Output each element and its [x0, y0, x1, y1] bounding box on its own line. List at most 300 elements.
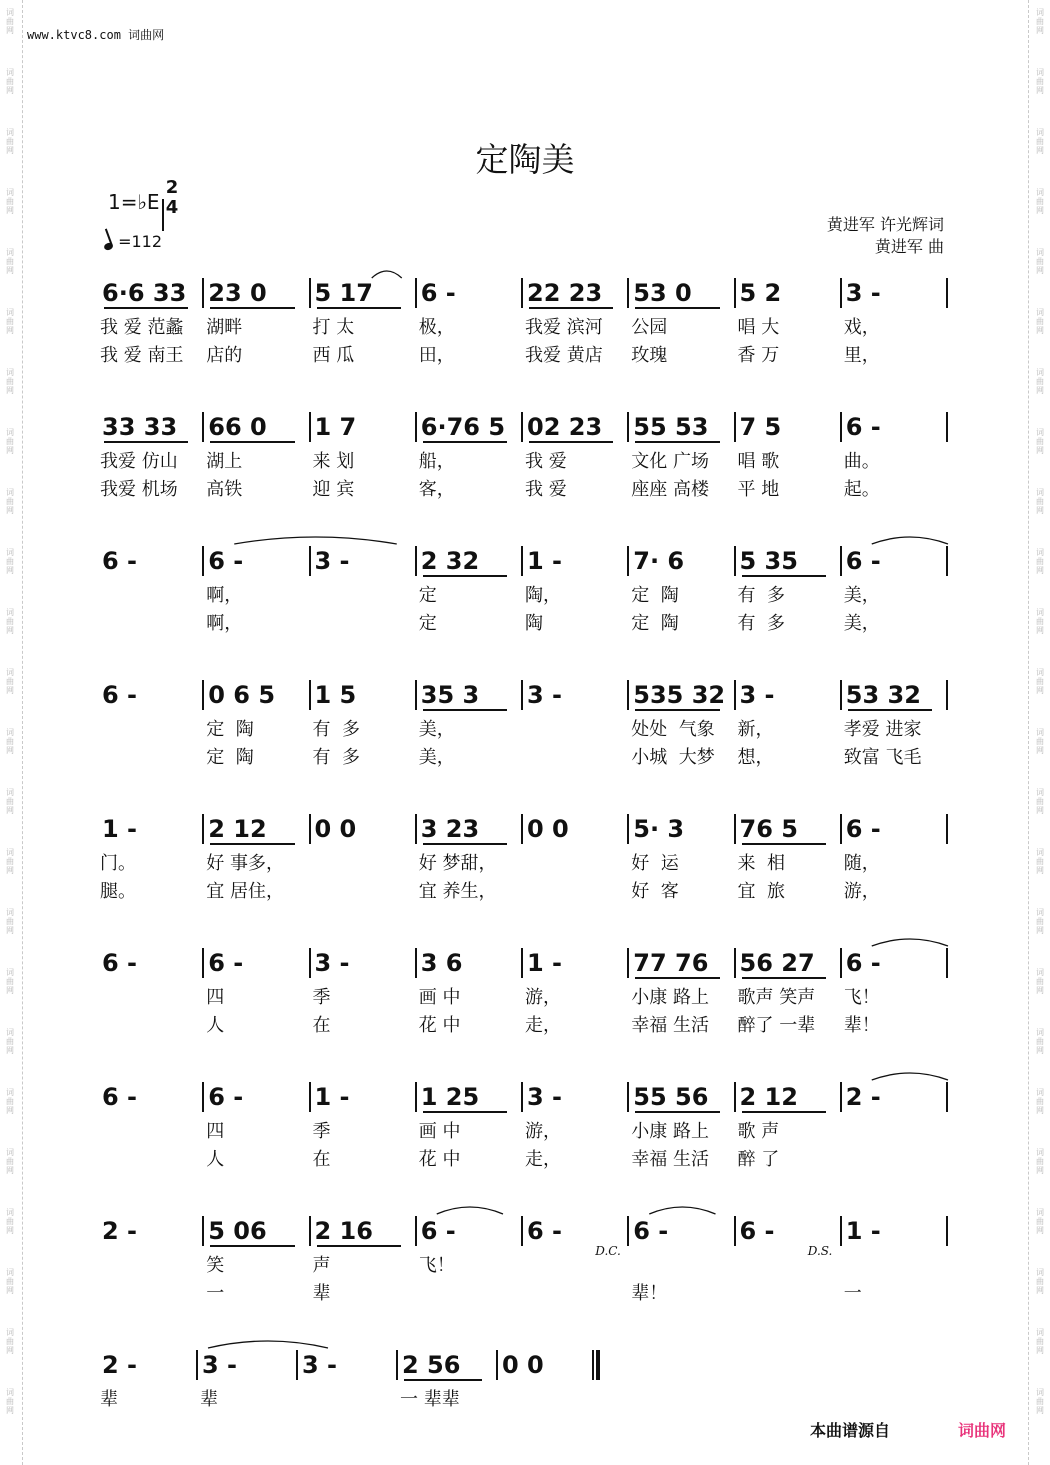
barline [415, 1082, 417, 1112]
measure-notation: 55 56 [633, 1083, 709, 1111]
measure-notation: 6 - [845, 547, 881, 575]
barline [627, 948, 629, 978]
measure-notation: 3 23 [420, 815, 480, 843]
watermark-text: 词 曲 网 [1036, 908, 1044, 935]
beam-underline [742, 843, 826, 845]
measure-notation: 76 5 [739, 815, 798, 843]
watermark-text: 词 曲 网 [1036, 1208, 1044, 1235]
watermark-text: 词 曲 网 [6, 188, 14, 215]
measure-notation: 6 - [739, 1217, 775, 1245]
slur-mark [649, 1207, 715, 1214]
lyric-verse-1: 美， [418, 719, 455, 740]
barline [946, 814, 948, 844]
lyricist-credit: 黄进军 许光辉词 [826, 215, 944, 234]
watermark-text: 词 曲 网 [6, 908, 14, 935]
measure-notation: 2 12 [739, 1083, 798, 1111]
beam-underline [404, 1379, 482, 1381]
lyric-verse-1: 一 辈辈 [400, 1389, 460, 1410]
measure-notation: 53 0 [633, 279, 692, 307]
lyric-verse-1: 游， [525, 1121, 561, 1142]
barline [734, 680, 736, 710]
watermark-text: 词 曲 网 [1036, 248, 1044, 275]
measure-notation: 6 - [102, 949, 138, 977]
measure-notation: 3 - [314, 547, 350, 575]
key-signature: 1=♭E [108, 190, 160, 214]
measure-notation: 35 3 [420, 681, 480, 709]
lyric-verse-1: 公园 [631, 317, 668, 338]
slur-mark [872, 537, 948, 544]
lyric-verse-2: 花 中 [418, 1015, 461, 1036]
measure-notation: 6 - [208, 547, 244, 575]
watermark-text: 词 曲 网 [1036, 68, 1044, 95]
barline [202, 412, 204, 442]
barline [309, 278, 311, 308]
lyric-verse-2: 起。 [843, 479, 880, 500]
lyric-verse-2: 想， [737, 747, 774, 768]
beam-underline [104, 441, 188, 443]
watermark-text: 词 曲 网 [1036, 488, 1044, 515]
measure-notation: 1 - [845, 1217, 881, 1245]
watermark-text: 词 曲 网 [6, 968, 14, 995]
lyric-verse-2: 我 爱 南王 [100, 345, 184, 366]
lyric-verse-1: 定 陶 [206, 719, 254, 740]
lyric-verse-1: 好 梦甜， [418, 853, 497, 874]
measure-notation: 2 16 [314, 1217, 373, 1245]
measure-notation: 1 25 [420, 1083, 480, 1111]
lyric-verse-1: 四 [206, 1121, 225, 1142]
beam-underline [423, 441, 507, 443]
barline [396, 1350, 398, 1380]
watermark-text: 词 曲 网 [6, 1268, 14, 1295]
barline [734, 814, 736, 844]
final-barline [592, 1350, 600, 1380]
barline [309, 546, 311, 576]
lyric-verse-2: 人 [206, 1015, 225, 1036]
lyric-verse-2: 我爱 机场 [100, 479, 178, 500]
watermark-text: 词 曲 网 [1036, 608, 1044, 635]
lyric-verse-2: 我爱 黄店 [525, 345, 603, 366]
barline [202, 1082, 204, 1112]
barline [202, 546, 204, 576]
lyric-verse-1: 随， [843, 853, 880, 874]
lyric-verse-1: 湖上 [206, 451, 243, 472]
barline [840, 278, 842, 308]
watermark-text: 词 曲 网 [6, 848, 14, 875]
measure-notation: 22 23 [527, 279, 603, 307]
watermark-text: 词 曲 网 [6, 608, 14, 635]
lyric-verse-1: 船， [418, 451, 455, 472]
barline [521, 680, 523, 710]
tempo-marking [104, 232, 162, 251]
lyric-verse-1: 小康 路上 [631, 987, 709, 1008]
measure-notation: 77 76 [633, 949, 709, 977]
measure-notation: 3 - [527, 1083, 563, 1111]
barline [309, 814, 311, 844]
lyric-verse-2: 一 [843, 1283, 862, 1304]
measure-notation: 5 17 [314, 279, 373, 307]
beam-underline [423, 709, 507, 711]
watermark-text: 词 曲 网 [1036, 428, 1044, 455]
watermark-text: 词 曲 网 [1036, 848, 1044, 875]
measure-notation: 6 - [527, 1217, 563, 1245]
lyric-verse-1: 戏， [843, 317, 880, 338]
measure-notation: 6 - [420, 1217, 456, 1245]
lyric-verse-2: 游， [843, 881, 880, 902]
measure-notation: 02 23 [527, 413, 603, 441]
lyric-verse-2: 定 [418, 613, 437, 634]
lyric-verse-1: 打 太 [312, 317, 355, 338]
barline [521, 278, 523, 308]
measure-notation: 0 0 [502, 1351, 544, 1379]
song-title: 定陶美 [475, 140, 575, 179]
barline [309, 412, 311, 442]
barline [521, 412, 523, 442]
lyric-verse-1: 有 多 [312, 719, 360, 740]
watermark-text: 词 曲 网 [1036, 1268, 1044, 1295]
lyric-verse-2: 辈！ [843, 1015, 880, 1036]
measure-notation: 1 - [314, 1083, 350, 1111]
lyric-verse-1: 四 [206, 987, 225, 1008]
lyric-verse-2: 有 多 [737, 613, 785, 634]
measure-notation: 5 2 [739, 279, 782, 307]
tempo-value: =112 [118, 232, 163, 251]
watermark-text: 词 曲 网 [6, 1208, 14, 1235]
measure-notation: 66 0 [208, 413, 267, 441]
watermark-text: 词 曲 网 [6, 668, 14, 695]
barline [309, 680, 311, 710]
measure-notation: 535 32 [633, 681, 726, 709]
lyric-verse-2: 辈 [312, 1283, 331, 1304]
barline [296, 1350, 298, 1380]
lyric-verse-1: 我 爱 [525, 451, 567, 472]
beam-underline [529, 307, 613, 309]
barline [309, 1216, 311, 1246]
lyric-verse-2: 腿。 [100, 881, 136, 902]
lyric-verse-1: 歌声 笑声 [737, 987, 816, 1008]
lyric-verse-2: 迎 宾 [312, 479, 355, 500]
lyric-verse-2: 宜 居住， [206, 881, 284, 902]
measure-notation: 1 - [527, 547, 563, 575]
watermark-text: 词 曲 网 [1036, 1328, 1044, 1355]
barline [627, 814, 629, 844]
measure-notation: 6 - [845, 815, 881, 843]
measure-notation: 2 32 [420, 547, 480, 575]
watermark-text: 词 曲 网 [1036, 128, 1044, 155]
beam-underline [635, 709, 719, 711]
dc-marking: D.C. [595, 1244, 621, 1258]
watermark-text: 词 曲 网 [6, 368, 14, 395]
measure-notation: 2 - [845, 1083, 881, 1111]
lyric-verse-2: 美， [418, 747, 455, 768]
barline [309, 948, 311, 978]
watermark-text: 词 曲 网 [6, 428, 14, 455]
measure-notation: 2 - [102, 1217, 138, 1245]
lyric-verse-1: 美， [843, 585, 880, 606]
measure-notation: 3 - [314, 949, 350, 977]
watermark-text: 词 曲 网 [6, 488, 14, 515]
watermark-text: 词 曲 网 [1036, 308, 1044, 335]
barline [734, 412, 736, 442]
beam-underline [635, 977, 719, 979]
lyric-verse-2: 宜 旅 [737, 881, 785, 902]
watermark-text: 词 曲 网 [6, 1088, 14, 1115]
barline [840, 412, 842, 442]
barline [202, 814, 204, 844]
barline [946, 412, 948, 442]
lyric-verse-2: 幸福 生活 [631, 1149, 709, 1170]
time-signature [162, 178, 182, 218]
barline [415, 814, 417, 844]
watermark-text: 词 曲 网 [6, 1028, 14, 1055]
beam-underline [210, 843, 294, 845]
lyric-verse-1: 孝爱 进家 [843, 719, 922, 740]
barline [415, 680, 417, 710]
lyric-verse-1: 湖畔 [206, 317, 243, 338]
lyric-verse-1: 来 相 [737, 853, 785, 874]
beam-underline [635, 1111, 719, 1113]
lyric-verse-1: 好 运 [631, 853, 679, 874]
barline [202, 278, 204, 308]
lyric-verse-2: 辈！ [631, 1283, 668, 1304]
right-dashed-edge [1028, 0, 1029, 1465]
lyric-verse-2: 香 万 [737, 345, 780, 366]
time-signature-top: 2 [165, 177, 179, 198]
measure-notation: 55 53 [633, 413, 709, 441]
beam-underline [210, 1245, 294, 1247]
beam-underline [104, 307, 188, 309]
barline [627, 1216, 629, 1246]
beam-underline [317, 1245, 401, 1247]
measure-notation: 6 - [102, 681, 138, 709]
watermark-text: 词 曲 网 [6, 1148, 14, 1175]
lyric-verse-2: 走， [525, 1149, 561, 1170]
barline [415, 948, 417, 978]
watermark-text: 词 曲 网 [6, 548, 14, 575]
barline [309, 1082, 311, 1112]
barline [627, 412, 629, 442]
measure-notation: 0 6 5 [208, 681, 276, 709]
lyric-verse-2: 陶 [525, 613, 543, 634]
barline [627, 1082, 629, 1112]
lyric-verse-1: 辈 [100, 1389, 118, 1410]
measure-notation: 56 27 [739, 949, 815, 977]
beam-underline [210, 307, 294, 309]
measure-notation: 1 - [102, 815, 138, 843]
slur-mark [372, 271, 402, 278]
watermark-text: 词 曲 网 [1036, 1388, 1044, 1415]
lyric-verse-2: 平 地 [737, 479, 780, 500]
measure-notation: 3 - [739, 681, 775, 709]
measure-notation: 6 - [102, 1083, 138, 1111]
lyric-verse-2: 小城 大梦 [631, 747, 715, 768]
site-header[interactable]: www.ktvc8.com 词曲网 [27, 28, 165, 42]
barline [521, 948, 523, 978]
barline [496, 1350, 498, 1380]
quarter-note-icon [103, 242, 114, 252]
watermark-text: 词 曲 网 [1036, 188, 1044, 215]
slur-mark [208, 1341, 328, 1348]
slur-mark [437, 1207, 503, 1214]
beam-underline [210, 441, 294, 443]
beam-underline [317, 307, 401, 309]
measure-notation: 0 0 [527, 815, 569, 843]
measure-notation: 6 - [845, 413, 881, 441]
measure-notation: 6 - [208, 1083, 244, 1111]
lyric-verse-1: 画 中 [418, 1121, 461, 1142]
barline [946, 1082, 948, 1112]
lyric-verse-2: 在 [312, 1149, 331, 1170]
lyric-verse-1: 门。 [100, 853, 136, 874]
measure-notation: 2 56 [402, 1351, 461, 1379]
slur-mark [234, 537, 397, 544]
beam-underline [635, 441, 719, 443]
measure-notation: 3 - [302, 1351, 338, 1379]
beam-underline [742, 1111, 826, 1113]
lyric-verse-2: 致富 飞毛 [843, 747, 922, 768]
lyric-verse-2: 客， [418, 479, 455, 500]
lyric-verse-1: 啊， [206, 585, 243, 606]
barline [946, 546, 948, 576]
barline [840, 1082, 842, 1112]
barline [202, 948, 204, 978]
lyric-verse-1: 游， [525, 987, 561, 1008]
watermark-text: 词 曲 网 [6, 1388, 14, 1415]
watermark-text: 词 曲 网 [1036, 668, 1044, 695]
measure-notation: 6 - [633, 1217, 669, 1245]
barline [627, 546, 629, 576]
barline [415, 546, 417, 576]
watermark-text: 词 曲 网 [1036, 1088, 1044, 1115]
barline [521, 814, 523, 844]
watermark-text: 词 曲 网 [1036, 788, 1044, 815]
measure-notation: 33 33 [102, 413, 178, 441]
slur-mark [872, 1073, 948, 1080]
measure-notation: 3 - [527, 681, 563, 709]
watermark-text: 词 曲 网 [1036, 548, 1044, 575]
lyric-verse-2: 西 瓜 [312, 345, 355, 366]
measure-notation: 2 12 [208, 815, 267, 843]
lyric-verse-2: 高铁 [206, 479, 243, 500]
beam-underline [742, 575, 826, 577]
lyric-verse-2: 店的 [206, 345, 243, 366]
measure-notation: 3 - [202, 1351, 238, 1379]
barline [627, 278, 629, 308]
watermark-text: 词 曲 网 [6, 1328, 14, 1355]
lyric-verse-1: 我爱 滨河 [525, 317, 603, 338]
slur-mark [872, 939, 948, 946]
measure-notation: 5 35 [739, 547, 798, 575]
measure-notation: 6·6 33 [102, 279, 187, 307]
measure-notation: 5 06 [208, 1217, 267, 1245]
barline [734, 546, 736, 576]
lyric-verse-2: 美， [843, 613, 880, 634]
lyric-verse-2: 在 [312, 1015, 331, 1036]
barline [521, 1216, 523, 1246]
lyric-verse-2: 田， [418, 345, 455, 366]
measure-notation: 3 6 [420, 949, 463, 977]
barline [734, 278, 736, 308]
measure-notation: 23 0 [208, 279, 267, 307]
lyric-verse-1: 笑 [206, 1255, 225, 1276]
ds-marking: D.S. [807, 1244, 833, 1258]
beam-underline [742, 977, 826, 979]
barline [415, 412, 417, 442]
lyric-verse-2: 人 [206, 1149, 225, 1170]
lyric-verse-1: 唱 歌 [737, 451, 780, 472]
barline [627, 680, 629, 710]
measure-notation: 6 - [845, 949, 881, 977]
lyric-verse-2: 醉了 一辈 [737, 1015, 816, 1036]
lyric-verse-1: 小康 路上 [631, 1121, 709, 1142]
footer-brand[interactable]: 词曲网 [958, 1421, 1007, 1440]
lyric-verse-1: 文化 广场 [631, 451, 709, 472]
measure-notation: 0 0 [314, 815, 357, 843]
barline [946, 278, 948, 308]
lyric-verse-2: 一 [206, 1283, 225, 1304]
lyric-verse-2: 里， [843, 345, 880, 366]
beam-underline [635, 307, 719, 309]
measure-notation: 7· 6 [633, 547, 685, 575]
lyric-verse-2: 醉 了 [737, 1149, 780, 1170]
lyric-verse-1: 定 陶 [631, 585, 679, 606]
measure-notation: 6 - [420, 279, 456, 307]
barline [415, 278, 417, 308]
watermark-text: 词 曲 网 [6, 68, 14, 95]
lyric-verse-2: 宜 养生， [418, 881, 497, 902]
lyric-verse-1: 我 爱 范蠡 [100, 317, 184, 338]
lyric-verse-2: 啊， [206, 613, 243, 634]
barline [196, 1350, 198, 1380]
barline [521, 546, 523, 576]
lyric-verse-1: 唱 大 [737, 317, 780, 338]
lyric-verse-1: 季 [312, 1121, 331, 1142]
watermark-text: 词 曲 网 [1036, 1028, 1044, 1055]
lyric-verse-2: 我 爱 [525, 479, 567, 500]
barline [840, 546, 842, 576]
lyric-verse-2: 玫瑰 [631, 345, 668, 366]
lyric-verse-1: 画 中 [418, 987, 461, 1008]
composer-credit: 黄进军 曲 [874, 237, 944, 256]
lyric-verse-2: 花 中 [418, 1149, 461, 1170]
barline [840, 1216, 842, 1246]
barline [415, 1216, 417, 1246]
beam-underline [423, 1111, 507, 1113]
lyric-verse-1: 声 [312, 1255, 331, 1276]
watermark-text: 词 曲 网 [6, 728, 14, 755]
beam-underline [848, 709, 932, 711]
watermark-text: 词 曲 网 [1036, 968, 1044, 995]
watermark-text: 词 曲 网 [6, 788, 14, 815]
measure-notation: 5· 3 [633, 815, 685, 843]
lyric-verse-2: 座座 高楼 [631, 479, 709, 500]
watermark-text: 词 曲 网 [1036, 728, 1044, 755]
lyric-verse-2: 有 多 [312, 747, 360, 768]
lyric-verse-2: 好 客 [631, 881, 679, 902]
barline [202, 1216, 204, 1246]
lyric-verse-1: 辈 [200, 1389, 218, 1410]
beam-underline [423, 575, 507, 577]
footer-source-label: 本曲谱源自 [810, 1421, 891, 1440]
lyric-verse-1: 我爱 仿山 [100, 451, 178, 472]
watermark-text: 词 曲 网 [1036, 368, 1044, 395]
lyric-verse-1: 新， [737, 719, 774, 740]
lyric-verse-1: 飞！ [843, 987, 880, 1008]
lyric-verse-2: 幸福 生活 [631, 1015, 709, 1036]
lyric-verse-1: 来 划 [312, 451, 355, 472]
measure-notation: 1 7 [314, 413, 357, 441]
watermark-text: 词 曲 网 [6, 248, 14, 275]
time-signature-bottom: 4 [165, 197, 179, 218]
